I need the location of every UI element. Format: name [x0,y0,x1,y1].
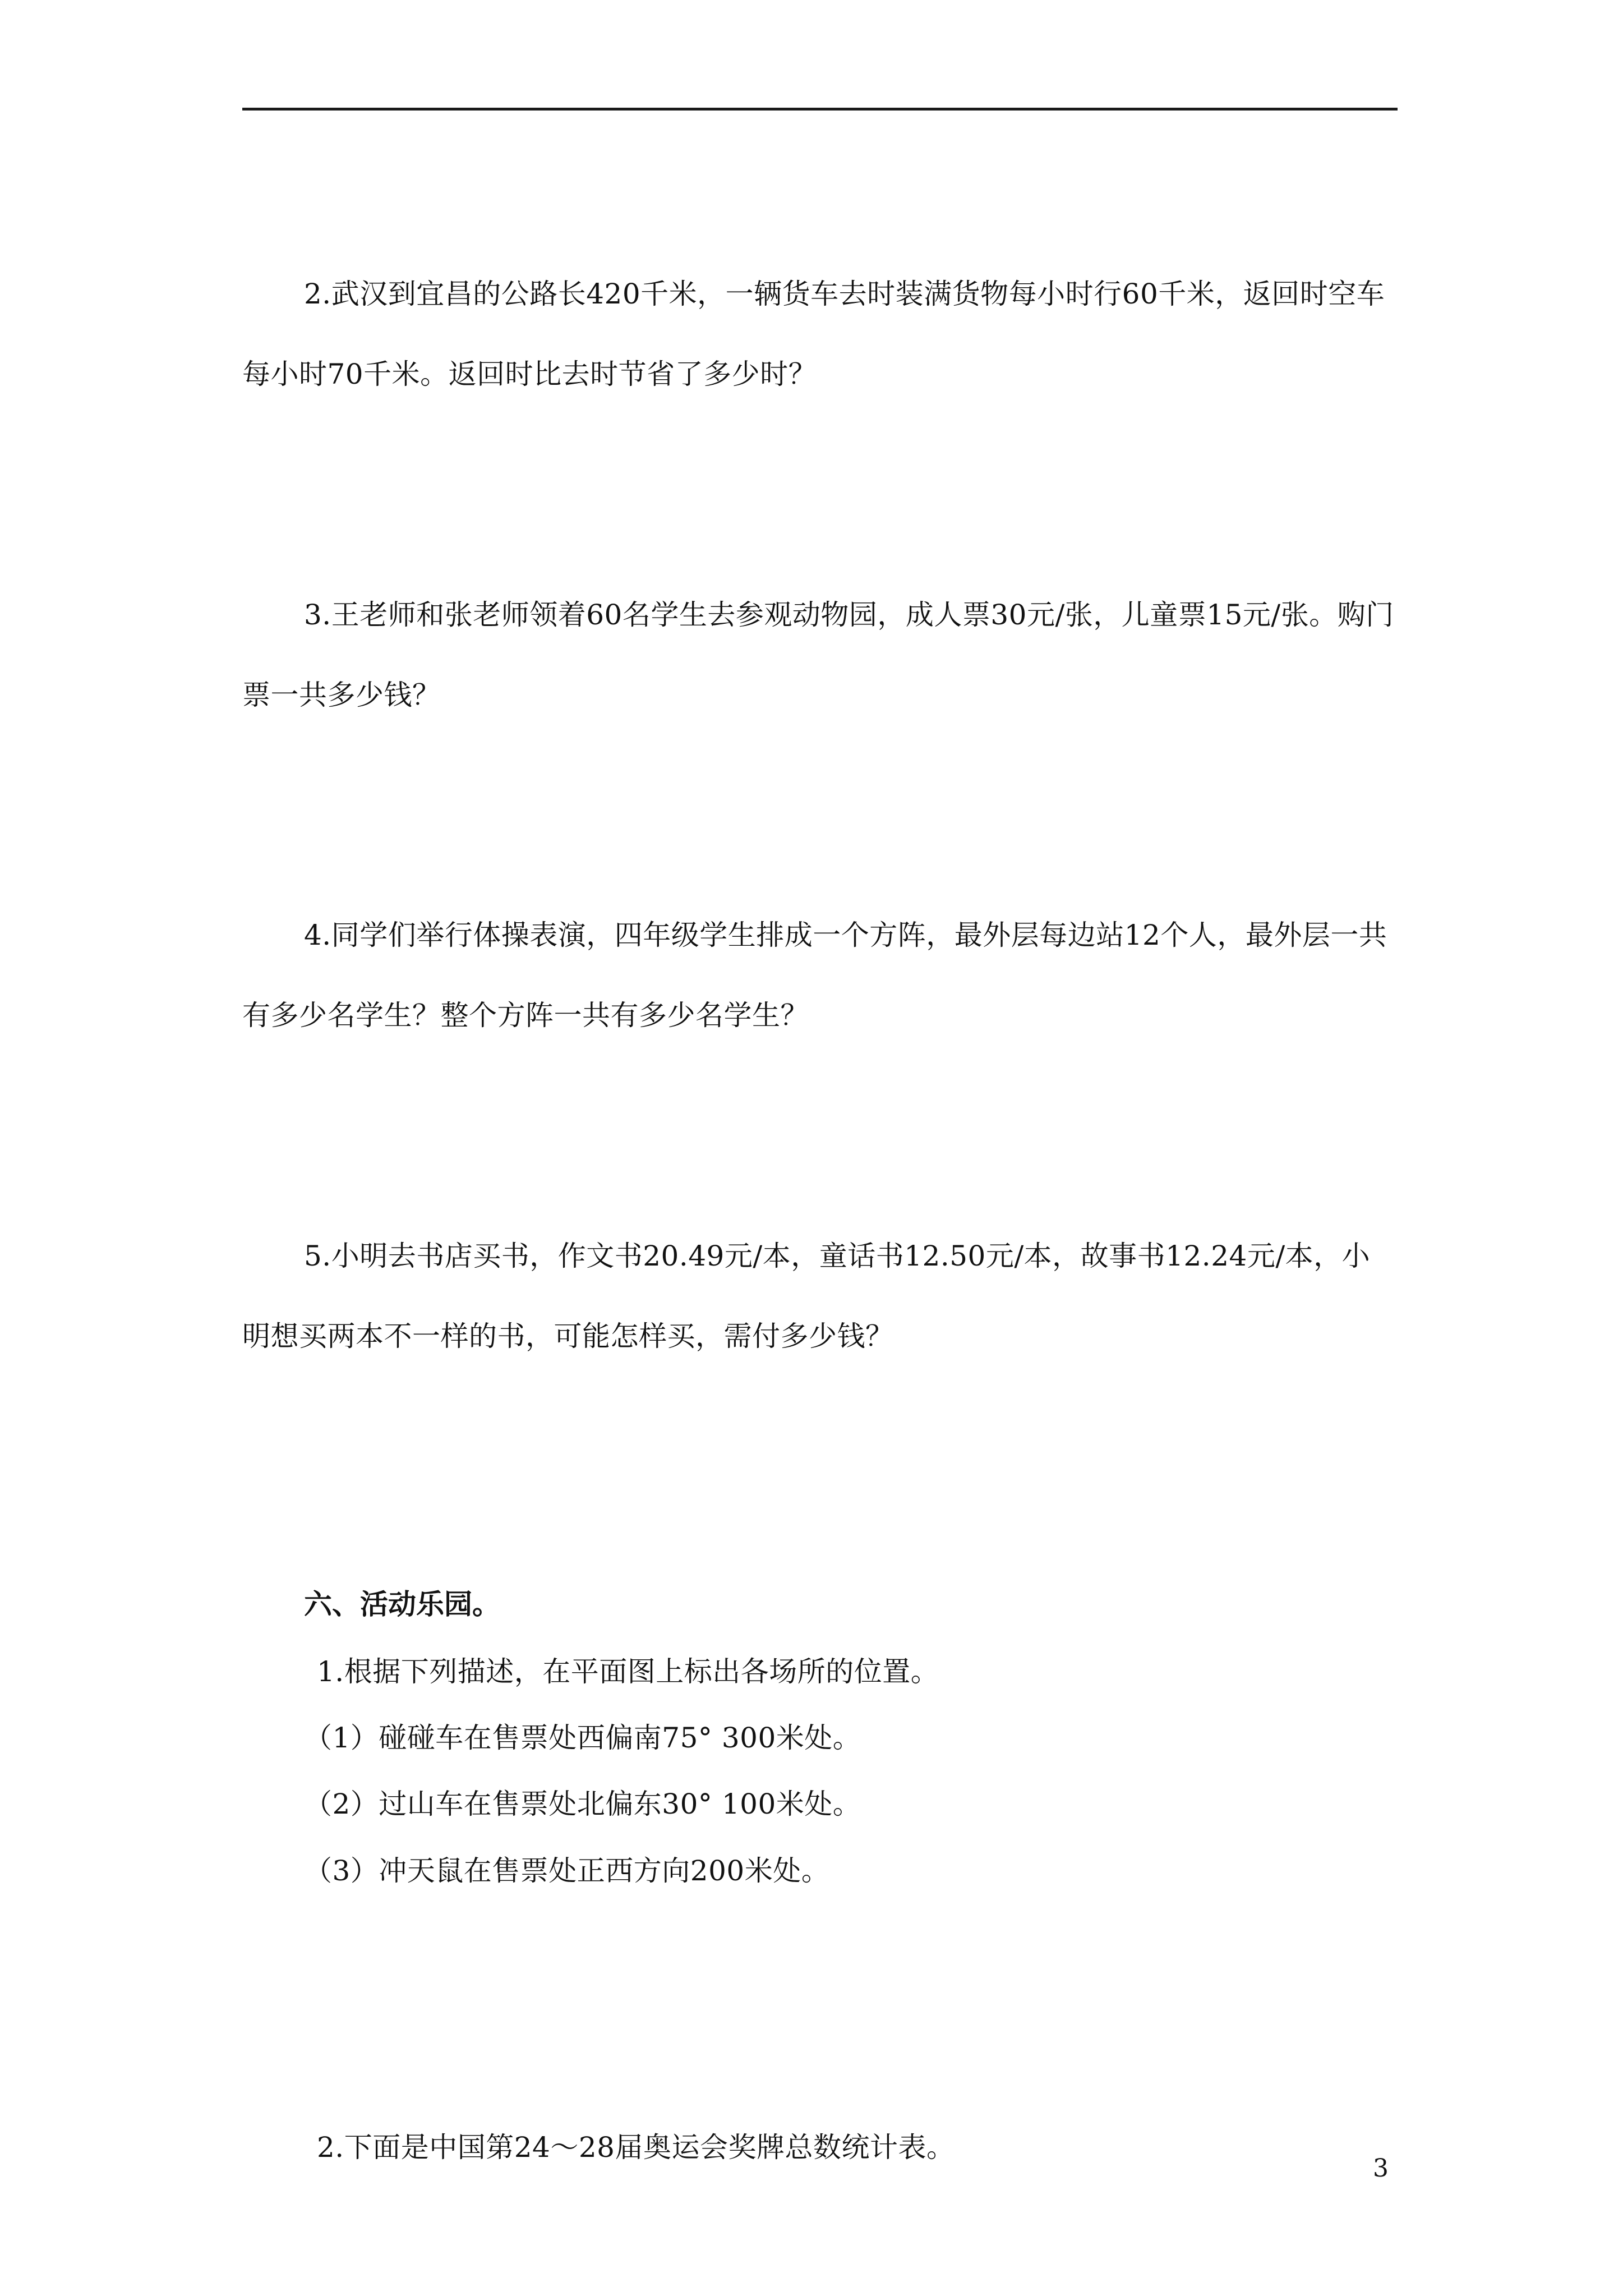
activity-question-2: 2.下面是中国第24～28届奥运会奖牌总数统计表。 [317,2131,955,2164]
header-rule [242,108,1398,111]
problem-3: 3.王老师和张老师领着60名学生去参观动物园，成人票30元/张，儿童票15元/张。购门票一共多少钱？ [242,599,1394,711]
problem-4: 4.同学们举行体操表演，四年级学生排成一个方阵，最外层每边站12个人，最外层一共有多少名学生？整个方阵一共有多少名学生？ [242,919,1387,1032]
problem-2: 2.武汉到宜昌的公路长420千米，一辆货车去时装满货物每小时行60千米，返回时空车每小时70千米。返回时比去时节省了多少时？ [242,278,1385,390]
page-number: 3 [1373,2154,1389,2183]
activity-question-1: 1.根据下列描述，在平面图上标出各场所的位置。 [317,1655,939,1688]
activity-item-1: （1）碰碰车在售票处西偏南75° 300米处。 [304,1722,861,1754]
problem-5: 5.小明去书店买书，作文书20.49元/本，童话书12.50元/本，故事书12.24元/本，小明想买两本不一样的书，可能怎样买，需付多少钱？ [242,1240,1371,1352]
activity-item-2: （2）过山车在售票处北偏东30° 100米处。 [304,1788,861,1820]
activity-item-3: （3）冲天鼠在售票处正西方向200米处。 [304,1855,830,1887]
section-6-heading: 六、活动乐园。 [304,1588,500,1621]
